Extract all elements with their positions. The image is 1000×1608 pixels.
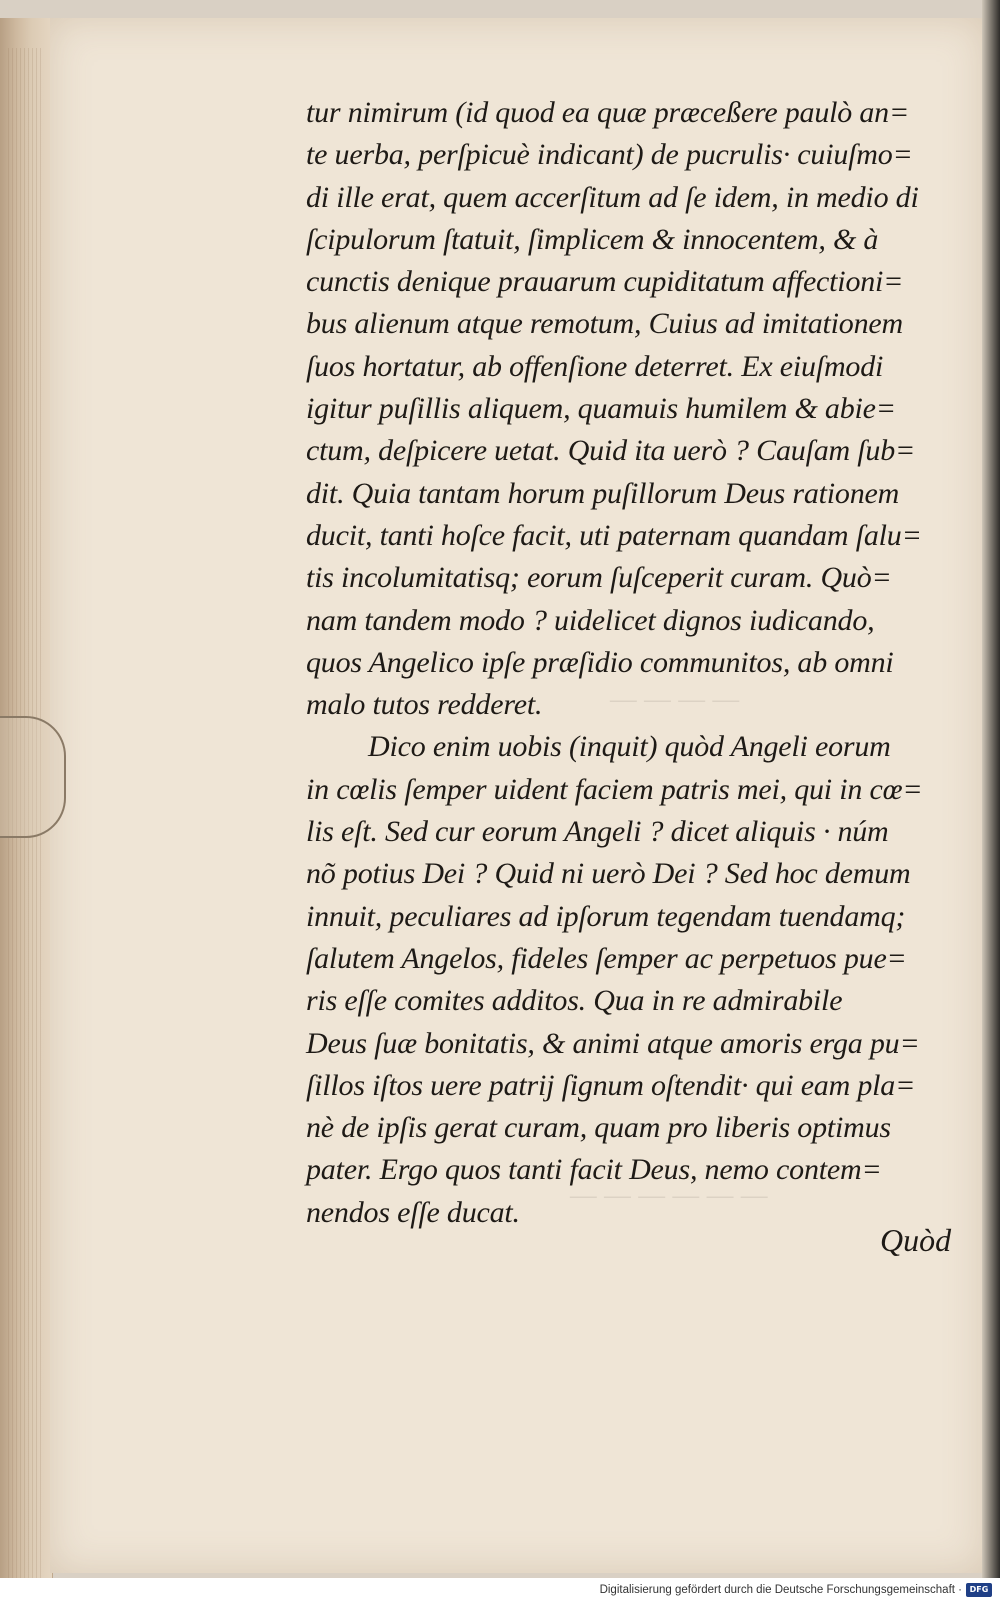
text-line: tis incolumitatisq; eorum ſuſceperit curam. Quò= xyxy=(306,561,892,595)
bleed-through-text: — — — — — — xyxy=(570,1178,768,1211)
text-line: cunctis denique prauarum cupiditatum affectioni= xyxy=(306,265,904,299)
text-line: bus alienum atque remotum, Cuius ad imitationem xyxy=(306,307,903,341)
text-line: nè de ipſis gerat curam, quam pro liberis optimus xyxy=(306,1111,891,1145)
dfg-logo-icon: DFG xyxy=(966,1583,992,1597)
text-line: malo tutos redderet. xyxy=(306,688,543,722)
bleed-through-text: — — — — xyxy=(610,682,740,715)
footer-credit: Digitalisierung gefördert durch die Deutsche Forschungsgemeinschaft · xyxy=(599,1584,962,1596)
text-line: nõ potius Dei ? Quid ni uerò Dei ? Sed hoc demum xyxy=(306,857,911,891)
text-line: ris eſſe comites additos. Qua in re admirabile xyxy=(306,984,843,1018)
text-line: ſuos hortatur, ab offenſione deterret. Ex eiuſmodi xyxy=(306,349,884,383)
page-clip xyxy=(0,716,66,838)
text-line: Deus ſuæ bonitatis, & animi atque amoris erga pu= xyxy=(306,1026,920,1060)
text-line: dit. Quia tantam horum puſillorum Deus rationem xyxy=(306,476,900,510)
digitization-footer xyxy=(0,1578,1000,1608)
text-line: tur nimirum (id quod ea quæ præceßere paulò an= xyxy=(306,96,910,129)
text-line: igitur puſillis aliquem, quamuis humilem & abie= xyxy=(306,392,896,426)
text-line: quos Angelico ipſe præſidio communitos, ab omni xyxy=(306,645,894,679)
scan-right-edge xyxy=(982,0,1000,1578)
text-line: ſillos iſtos uere patrij ſignum oſtendit· qui eam pla= xyxy=(306,1068,916,1102)
text-line: di ille erat, quem accerſitum ad ſe idem, in medio di xyxy=(306,180,919,214)
text-line: ſalutem Angelos, fideles ſemper ac perpetuos pue= xyxy=(306,941,907,975)
text-line: ducit, tanti hoſce facit, uti paternam quandam ſalu= xyxy=(306,518,922,552)
text-line: nendos eſſe ducat. xyxy=(306,1195,520,1229)
text-line: ctum, deſpicere uetat. Quid ita uerò ? Cauſam ſub= xyxy=(306,434,916,468)
text-line: innuit, peculiares ad ipſorum tegendam tuendamq; xyxy=(306,899,906,933)
text-line: in cœlis ſemper uident faciem patris mei, qui in cœ= xyxy=(306,772,923,806)
text-line: ſcipulorum ſtatuit, ſimplicem & innocentem, & à xyxy=(306,222,879,256)
text-line: nam tandem modo ? uidelicet dignos iudicando, xyxy=(306,603,875,637)
text-line: pater. Ergo quos tanti facit Deus, nemo contem= xyxy=(306,1153,882,1187)
page-body-text xyxy=(306,92,961,1234)
text-line: lis eſt. Sed cur eorum Angeli ? dicet aliquis · núm xyxy=(306,815,889,849)
text-line: te uerba, perſpicuè indicant) de pucrulis· cuiuſmo= xyxy=(306,138,913,172)
catchword: Quòd xyxy=(880,1222,952,1258)
text-line: Dico enim uobis (inquit) quòd Angeli eorum xyxy=(368,730,891,764)
